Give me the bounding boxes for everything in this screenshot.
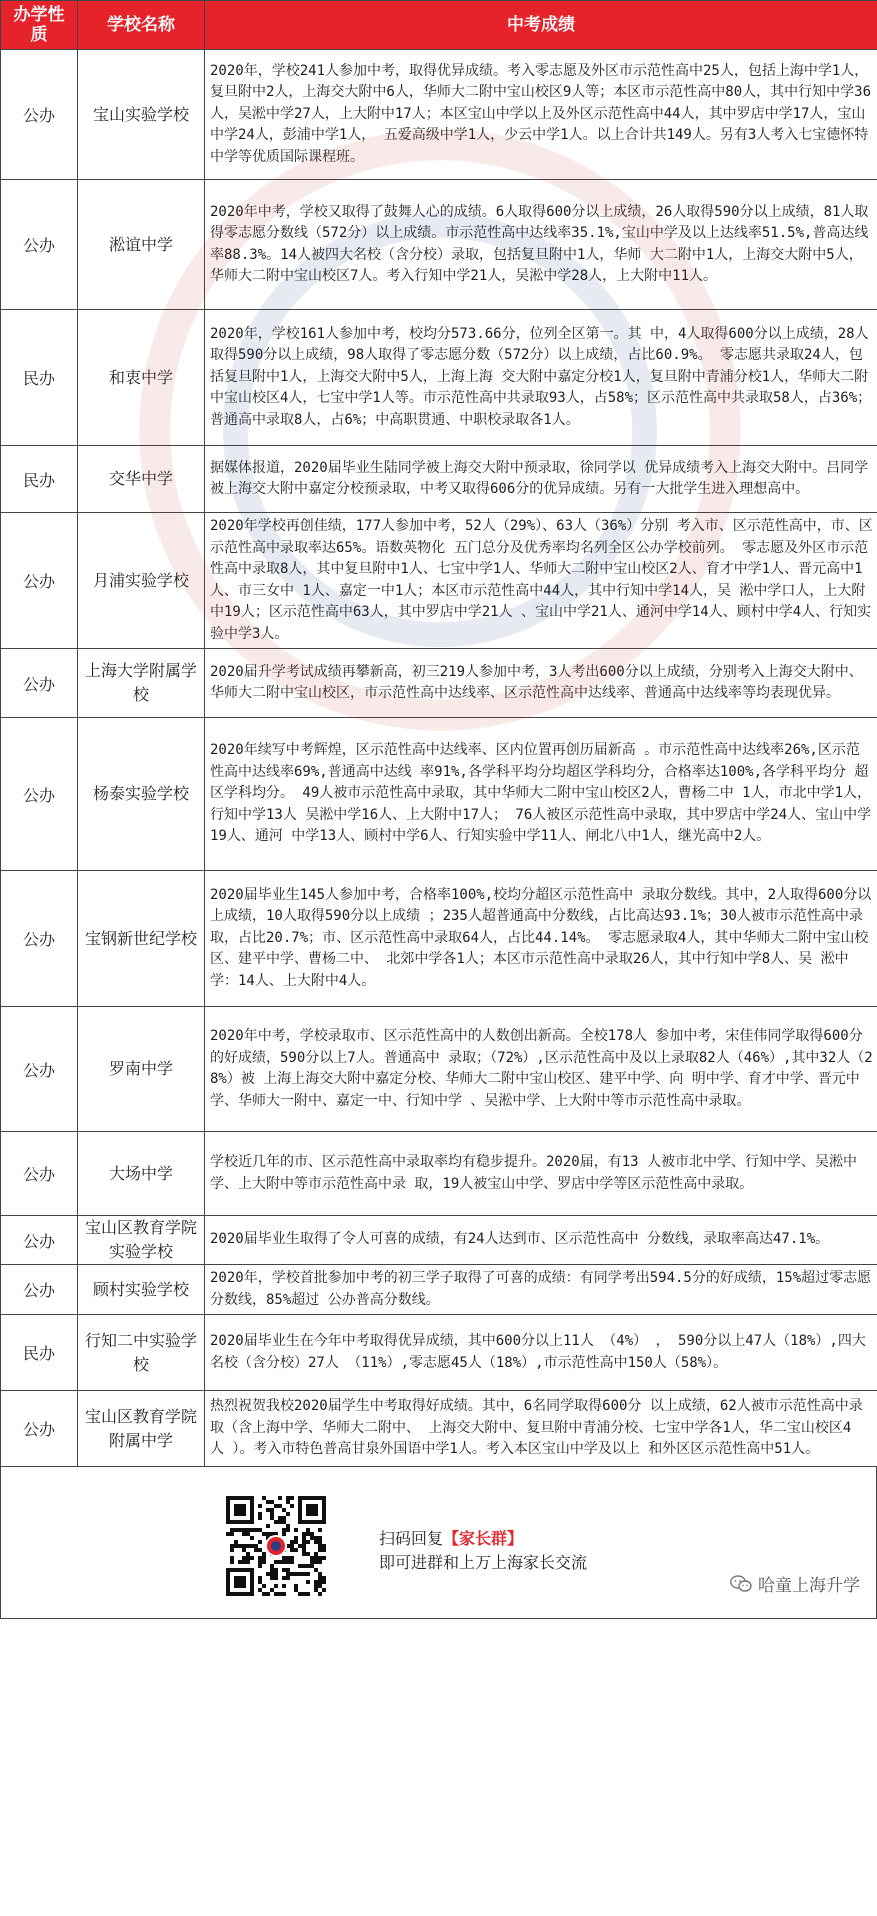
scan-line2: 即可进群和上万上海家长交流 — [379, 1553, 588, 1572]
table-row — [1, 1216, 877, 1265]
school-cell: 宝山实验学校 — [78, 50, 205, 180]
result-cell: 2020届毕业生145人参加中考，合格率100%,校均分超区示范性高中 录取分数线。其中，2人取得600分以上成绩，10人取得590分以上成绩 ；235人超普通高中分数线，占比高达93.1%；30人被市示范性高中录 取，占比20.7%；市、区示范性高中录取64人，占比44.14%。 零志愿录取4人，其中华师大二附中宝山校区、建平中学、曹杨二中、 北郊中学各1人；本区市示范性高中录取26人，其中行知中学8人、吴 淞中学：14人、上大附中4人。 — [205, 871, 877, 1007]
type-cell: 公办 — [1, 180, 78, 310]
school-cell: 顾村实验学校 — [78, 1265, 205, 1315]
result-cell: 2020年中考，学校又取得了鼓舞人心的成绩。6人取得600分以上成绩，26人取得590分以上成绩，81人取得零志愿分数线（572分）以上成绩。市示范性高中达线率35.1%,宝山中学及以上达线率51.5%,普高达线 率88.3%。14人被四大名校（含分校）录取，包括复旦附中1人，华师 大二附中1人，上海交大附中5人，华师大二附中宝山校区7人。考入行知中学21人，吴淞中学28人，上大附中11人。 — [205, 180, 877, 310]
header-school: 学校名称 — [78, 1, 205, 50]
result-cell: 2020年中考，学校录取市、区示范性高中的人数创出新高。全校178人 参加中考，宋佳伟同学取得600分的好成绩，590分以上7人。普通高中 录取；（72%）,区示范性高中及以上录取82人（46%）,其中32人（28%）被 上海上海交大附中嘉定分校、华师大二附中宝山校区、建平中学、向 明中学、育才中学、晋元中学、华师大一附中、嘉定一中、行知中学 、吴淞中学、上大附中等市示范性高中录取。 — [205, 1007, 877, 1132]
qr-code-icon[interactable] — [225, 1495, 327, 1597]
result-cell: 2020届毕业生取得了令人可喜的成绩，有24人达到市、区示范性高中 分数线，录取率高达47.1%。 — [205, 1216, 877, 1265]
result-cell: 2020届毕业生在今年中考取得优异成绩，其中600分以上11人 （4%） ， 590分以上47人（18%）,四大名校（含分校）27人 （11%）,零志愿45人（18%）,市示范性高中150人（58%）。 — [205, 1315, 877, 1391]
scan-prefix: 扫码回复 — [379, 1529, 444, 1548]
table-row — [1, 1315, 877, 1391]
school-cell: 上海大学附属学校 — [78, 649, 205, 718]
header-type: 办学性质 — [1, 1, 78, 50]
table-row — [1, 649, 877, 718]
type-cell: 公办 — [1, 649, 78, 718]
school-cell: 罗南中学 — [78, 1007, 205, 1132]
type-cell: 民办 — [1, 310, 78, 446]
school-cell: 和衷中学 — [78, 310, 205, 446]
table-row — [1, 718, 877, 871]
table-row — [1, 446, 877, 513]
result-cell: 学校近几年的市、区示范性高中录取率均有稳步提升。2020届，有13 人被市北中学、行知中学、吴淞中学、上大附中等市示范性高中录 取，19人被宝山中学、罗店中学等区示范性高中录取。 — [205, 1132, 877, 1216]
school-cell: 月浦实验学校 — [78, 513, 205, 649]
table-body — [1, 50, 877, 1467]
result-cell: 2020年续写中考辉煌，区示范性高中达线率、区内位置再创历届新高 。市示范性高中达线率26%,区示范性高中达线率69%,普通高中达线 率91%,各学科平均分均超区学科均分，合格率达100%,各学科平均分 超区学科均分。 49人被市示范性高中录取，其中华师大二附中宝山校区2人，曹杨二中 1人，市北中学1人，行知中学13人 吴淞中学16人、上大附中17人； 76人被区示范性高中录取，其中罗店中学24人、宝山中学19人、通河 中学13人、顾村中学6人、行知实验中学11人、闸北八中1人，继光高中2人。 — [205, 718, 877, 871]
scan-instructions — [379, 1527, 587, 1575]
type-cell: 公办 — [1, 1132, 78, 1216]
school-cell: 交华中学 — [78, 446, 205, 513]
result-cell: 2020年，学校首批参加中考的初三学子取得了可喜的成绩：有同学考出594.5分的好成绩，15%超过零志愿分数线，85%超过 公办普高分数线。 — [205, 1265, 877, 1315]
table-row — [1, 1391, 877, 1467]
footer — [0, 1467, 877, 1619]
type-cell: 公办 — [1, 50, 78, 180]
result-cell: 2020年学校再创佳绩，177人参加中考，52人（29%）、63人（36%）分别 考入市、区示范性高中，市、区示范性高中录取率达65%。语数英物化 五门总分及优秀率均名列全区公办学校前列。 零志愿及外区市示范性高中录取8人，其中复旦附中1人、七宝中学1人、华师大二附中宝山校区2人、育才中学1人、晋元高中1人、市三女中 1人、嘉定一中1人；本区市示范性高中44人，其中行知中学14人，吴 淞中学口人，上大附中19人；区示范性高中63人，其中罗店中学21人 、宝山中学21人、通河中学14人、顾村中学4人、行知实验中学3人。 — [205, 513, 877, 649]
type-cell: 民办 — [1, 1315, 78, 1391]
table-row — [1, 1265, 877, 1315]
result-cell: 2020年，学校241人参加中考，取得优异成绩。考入零志愿及外区市示范性高中25人，包括上海中学1人，复旦附中2人，上海交大附中6人，华师大二附中宝山校区9人等；本区市示范性高中80人，其中行知中学36人，吴淞中学27人，上大附中17人；本区宝山中学以上及外区示范性高中44人，其中罗店中学17人，宝山中学24人，彭浦中学1人， 五爱高级中学1人，少云中学1人。以上合计共149人。另有3人考入七宝德怀特中学等优质国际课程班。 — [205, 50, 877, 180]
type-cell: 公办 — [1, 1265, 78, 1315]
result-cell: 2020年，学校161人参加中考，校均分573.66分，位列全区第一。其 中，4人取得600分以上成绩，28人取得590分以上成绩，98人取得了零志愿分数（572分）以上成绩，占比60.9%。 零志愿共录取24人，包括复旦附中1人，上海交大附中5人，上海上海 交大附中嘉定分校1人，复旦附中青浦分校1人，华师大二附中宝山校区4人，七宝中学1人等。市示范性高中共录取93人，占58%；区示范性高中共录取58人，占36%；普通高中录取8人，占6%；中高职贯通、中职校录取各1人。 — [205, 310, 877, 446]
table-row — [1, 180, 877, 310]
school-cell: 宝山区教育学院实验学校 — [78, 1216, 205, 1265]
type-cell: 公办 — [1, 718, 78, 871]
wechat-icon — [730, 1575, 752, 1593]
school-cell: 宝钢新世纪学校 — [78, 871, 205, 1007]
table-row — [1, 1007, 877, 1132]
table-row — [1, 50, 877, 180]
type-cell: 公办 — [1, 871, 78, 1007]
result-cell: 热烈祝贺我校2020届学生中考取得好成绩。其中，6名同学取得600分 以上成绩，62人被市示范性高中录取（含上海中学、华师大二附中、 上海交大附中、复旦附中青浦分校、七宝中学各1人，华二宝山校区4 人 ）。考入市特色普高甘泉外国语中学1人。考入本区宝山中学及以上 和外区区示范性高中51人。 — [205, 1391, 877, 1467]
scan-keyword: 【家长群】 — [443, 1529, 524, 1548]
school-cell: 淞谊中学 — [78, 180, 205, 310]
type-cell: 公办 — [1, 513, 78, 649]
brand — [730, 1571, 860, 1596]
result-cell: 2020届升学考试成绩再攀新高，初三219人参加中考，3人考出600分以上成绩，分别考入上海交大附中、华师大二附中宝山校区，市示范性高中达线率、区示范性高中达线率、普通高中达线率等均表现优异。 — [205, 649, 877, 718]
type-cell: 公办 — [1, 1391, 78, 1467]
table-row — [1, 513, 877, 649]
table-row — [1, 1132, 877, 1216]
school-cell: 行知二中实验学校 — [78, 1315, 205, 1391]
type-cell: 公办 — [1, 1007, 78, 1132]
type-cell: 民办 — [1, 446, 78, 513]
result-cell: 据媒体报道，2020届毕业生陆同学被上海交大附中预录取，徐同学以 优异成绩考入上海交大附中。吕同学被上海交大附中嘉定分校预录取，中考又取得606分的优异成绩。另有一大批学生进入理想高中。 — [205, 446, 877, 513]
brand-name: 哈童上海升学 — [758, 1576, 860, 1596]
type-cell: 公办 — [1, 1216, 78, 1265]
school-cell: 大场中学 — [78, 1132, 205, 1216]
header-result: 中考成绩 — [205, 1, 877, 50]
school-cell: 宝山区教育学院附属中学 — [78, 1391, 205, 1467]
table-header-row — [1, 1, 877, 50]
table-row — [1, 310, 877, 446]
table-row — [1, 871, 877, 1007]
school-cell: 杨泰实验学校 — [78, 718, 205, 871]
